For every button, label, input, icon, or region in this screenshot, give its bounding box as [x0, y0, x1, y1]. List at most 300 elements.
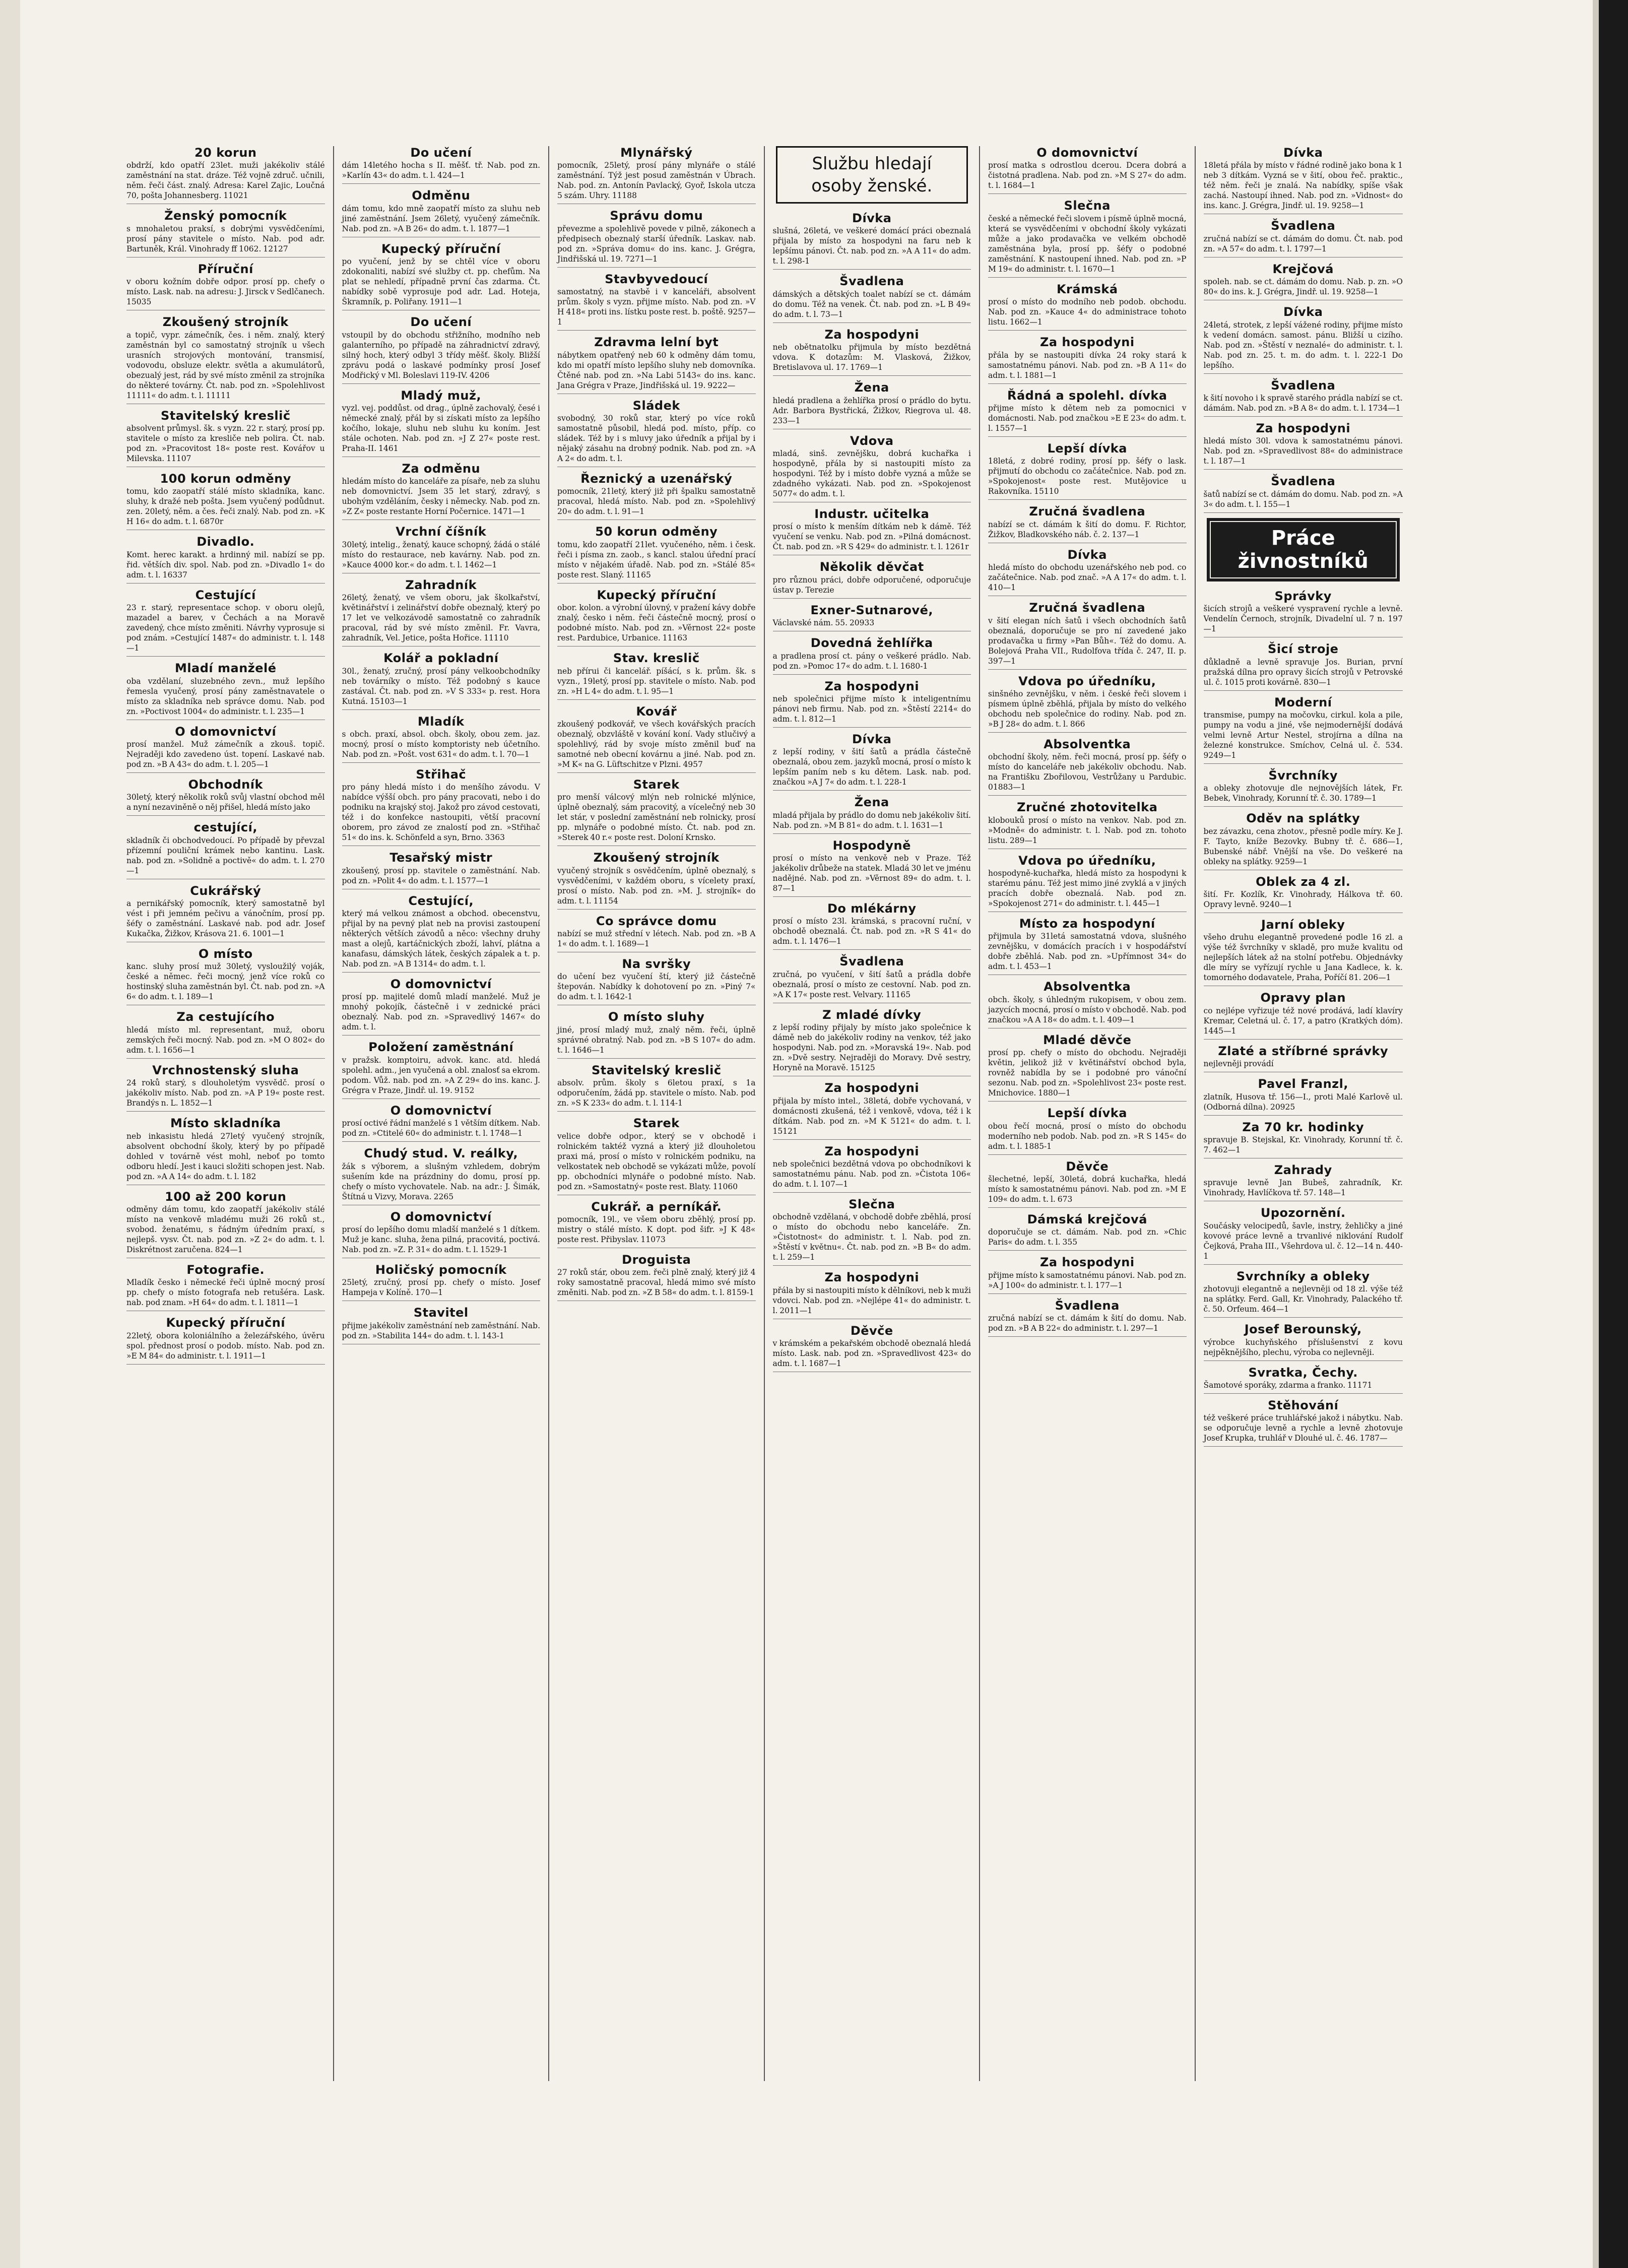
ad-title: Cestující: [195, 588, 256, 602]
ad-title: Zahradník: [405, 577, 477, 592]
classified-ad: [557, 589, 756, 646]
ad-text: který má velkou známost a obchod. obecenstvu, přijal by na pevný plat neb na provisi zastoupení některých větších závodů a něco: všechny druhy mast a olejů, kartáčnických zboží, lahví, plátna a kanafasu, dámských látek, českých zápalek a t. p. Nab. pod zn. »A B 1314« do adm. t. l.: [342, 909, 540, 969]
ad-text: 22letý, obora koloniálního a železářského, úvěru spol. přednost prosí o podob. místo. Nab. pod zn. »E M 84« do administr. t. l. 1911—1: [126, 1331, 325, 1360]
classified-ad: [557, 1064, 756, 1112]
ad-text: Václavské nám. 55. 20933: [772, 618, 875, 628]
classified-ad: [126, 263, 325, 310]
ad-title: Slečna: [849, 1197, 895, 1212]
ad-text: v oboru kožním dobře odpor. prosí pp. chefy o místo. Lask. nab. na adresu: J. Jirsck v Sedlčanech. 15035: [126, 277, 325, 307]
ad-title: Chudý stud. V. reálky,: [364, 1146, 518, 1161]
classified-ad: [342, 851, 541, 889]
ad-title: Švadlena: [839, 274, 904, 289]
classified-ad: [126, 725, 325, 773]
classified-ad: [557, 957, 756, 1005]
classified-ad: [1204, 1270, 1403, 1318]
ad-title: Švadlena: [1271, 219, 1336, 233]
ad-text: prosí do lepšího domu mladší manželé s 1 dítkem. Muž je kanc. sluha, žena pilná, pracovitá, poctivá. Nab. pod zn. »Z. P. 31« do adm. t. l. 1529-1: [342, 1225, 540, 1255]
ad-title: Řeznický a uzenářský: [580, 471, 733, 486]
ad-text: pomocník, 21letý, který již při špalku samostatně pracoval, hledá místo. Nab. pod zn. »Spolehlivý 20« do adm. t. l. 91—1: [557, 487, 756, 516]
classified-ad: [557, 1117, 756, 1195]
ad-text: spoleh. nab. se ct. dámám do domu. Nab. p. zn. »O 80« do ins. k. J. Grégra, Jindř. ul. 19. 9258—1: [1203, 277, 1403, 297]
ad-title: Položení zaměstnání: [368, 1040, 514, 1055]
classified-ad: [557, 146, 756, 204]
ad-title: Zahrady: [1274, 1163, 1332, 1178]
ad-text: důkladně a levně spravuje Jos. Burian, první pražská dílna pro opravy šicích strojů v Petrovské ul. č. 1015 proti kovárně. 830—1: [1203, 657, 1403, 687]
ad-title: Do učení: [410, 315, 472, 330]
ad-text: zkoušený podkovář, ve všech kovářských pracích obeznalý, obzvláště v kování koní. Vady stlučivý a spolehlivý, rád by svoje místo změnil buď na samotné neb obecní kovárnu a jiné. Nab. pod zn. »M K« na G. Lüftschitze v Plzni. 4957: [557, 719, 756, 769]
ad-text: v pražsk. komptoiru, advok. kanc. atd. hledá spolehl. adm., jen vyučená a obl. znalosť sa ekrom. podom. Vůž. nab. pod zn. »A Z 29« do ins. kanc. J. Grégra v Praze, Jindř. ul. 19. 9152: [342, 1055, 540, 1095]
ad-title: Za 70 kr. hodinky: [1242, 1120, 1364, 1134]
ad-text: v krámském a pekařském obchodě obeznalá hledá místo. Lask. nab. pod zn. »Spravedlivost 423« do adm. t. l. 1687—1: [772, 1339, 971, 1369]
ad-title: Droguista: [622, 1253, 691, 1267]
ad-title: Řádná a spolehl. dívka: [1007, 388, 1167, 403]
ad-title: O domovnictví: [390, 1103, 492, 1118]
ad-text: zlatník, Husova tř. 156—I., proti Malé Karlově ul. (Odborná dílna). 20925: [1203, 1092, 1403, 1112]
classified-ad: [126, 1190, 325, 1258]
ad-title: Dívka: [1283, 305, 1323, 319]
ad-text: svobodný, 30 roků star, který po více roků samostatně působil, hledá pod. místo, příp. co sládek. Též by i s mluvy jako úředník a přijal by i nějaký zásahu na drobný podnik. Nab. pod zn. »A A 2« do adm. t. l.: [557, 413, 756, 463]
classified-ad: [1204, 422, 1403, 470]
classified-ad: [342, 525, 541, 573]
ad-title: Holičský pomocník: [375, 1263, 507, 1277]
column-3: [549, 146, 765, 2081]
ad-text: přijala by místo intel., 38letá, dobře vychovaná, v domácnosti zkušená, též i venkově, vdova, též i k dítkám. Nab. pod zn. »M K 5121« do adm. t. l. 15121: [772, 1096, 971, 1136]
classified-ad: [126, 209, 325, 257]
classified-ad: [342, 389, 541, 457]
classified-ad: [557, 1253, 756, 1301]
ad-title: Kupecký příruční: [597, 588, 717, 602]
classified-ad: [988, 548, 1187, 596]
ad-text: bez závazku, cena zhotov., přesně podle míry. Ke J. F. Tayto, kníže Bezovky. Bubny tř. č. 686—1, Bubenské nábř. Vnější na vše. Do veškeré na obleky na splátky. 9259—1: [1203, 826, 1403, 866]
ad-title: Opravy plan: [1260, 991, 1346, 1005]
ad-title: Správu domu: [610, 209, 703, 223]
ad-text: k šití novoho i k spravě starého prádla nabízí se ct. dámám. Nab. pod zn. »B A 8« do adm. t. l. 1734—1: [1203, 393, 1403, 413]
classified-ad: [1204, 991, 1403, 1039]
ad-title: Slečna: [1064, 199, 1111, 213]
ad-text: hospodyně-kuchařka, hledá místo za hospodyni k starému pánu. Též jest mimo jiné zvyklá a v jiných pracích dobře obeznalá. Nab. pod zn. »Spokojenost 271« do administr. t. l. 445—1: [988, 869, 1187, 909]
ad-title: Za hospodyni: [1039, 1255, 1135, 1270]
ad-title: Mladí manželé: [174, 661, 277, 676]
ad-title: Cukrářský: [190, 883, 262, 898]
classified-ad: [988, 801, 1187, 849]
classified-ad: [773, 275, 971, 322]
classified-ad: [773, 1324, 971, 1372]
ad-title: Zručné zhotovitelka: [1017, 800, 1158, 815]
ad-text: výrobce kuchyňského příslušenství z kovu nejpěknějšího, plechu, výroba co nejlevněji.: [1203, 1337, 1403, 1357]
ad-text: nejlevněji provádí: [1203, 1059, 1274, 1069]
classified-ad: [988, 505, 1187, 543]
classified-ad: [342, 768, 541, 846]
ad-text: přála by se nastoupiti dívka 24 roky stará k samostatnému pánovi. Nab. pod zn. »B A 11« do adm. t. l. 1881—1: [988, 350, 1187, 380]
ad-text: vyučený strojník s osvědčením, úplně obeznalý, s vysvědčeními, v každém oboru, s vícelety praxí, prosí o místo. Nab. pod zn. »M. J. strojník« do adm. t. l. 11154: [557, 866, 756, 905]
ad-text: nabízí se muž střední v létech. Nab. pod zn. »B A 1« do adm. t. l. 1689—1: [557, 929, 756, 949]
ad-text: šicích strojů a veškeré vyspravení rychle a levně. Vendelín Černoch, strojník, Divadelní ul. 7 n. 197—1: [1203, 604, 1403, 634]
column-1: [118, 146, 334, 2081]
ad-text: 24 roků starý, s dlouholetým vysvědč. prosí o jakékoliv místo. Nab. pod zn. »A P 19« poste rest. Brandýs n. L. 1852—1: [126, 1078, 325, 1108]
classified-ad: [342, 894, 541, 973]
ad-title: Zdravma lelní byt: [594, 335, 719, 350]
ad-text: 30letý, intelig., ženatý, kauce schopný, žádá o stálé místo do restaurace, neb kavárny. Nab. pod zn. »Kauce 4000 kor.« do adm. t. l. 1462—1: [342, 540, 540, 569]
ad-title: Střihač: [416, 767, 467, 782]
ad-text: hledá pradlena a žehlířka prosí o prádlo do bytu. Adr. Barbora Bystřická, Žižkov, Riegrova ul. 48. 233—1: [772, 396, 971, 425]
ad-text: prosí octivé řádní manželé s 1 větším dítkem. Nab. pod zn. »Ctitelé 60« do administr. t. l. 1748—1: [342, 1119, 540, 1138]
ad-title: Stav. kreslič: [613, 651, 700, 666]
classified-ad: [1204, 875, 1403, 913]
ad-title: Švadlena: [1271, 474, 1336, 489]
ad-title: Stavitelský kreslič: [591, 1063, 722, 1077]
ad-text: slušná, 26letá, ve veškeré domácí práci obeznalá přijala by místo za hospodyni na faru neb k lepšímu pánovi. Čt. nab. pod zn. »A A 11« do adm. t. l. 298-1: [772, 226, 971, 266]
ad-text: 30l., ženatý, zručný, prosí pány velkoobchodníky neb továrníky o místo. Též podobný s kauce zastával. Čt. nab. pod zn. »V S 333« p. rest. Hora Kutná. 15103—1: [342, 666, 540, 706]
classified-ad: [557, 472, 756, 520]
classified-ad: [773, 604, 971, 631]
ad-text: 18letá, z dobré rodiny, prosí pp. šéfy o lask. přijmutí do obchodu co začátečnice. Nab. pod zn. »Spokojenost« poste rest. Mutějovice u Rakovníka. 15110: [988, 457, 1187, 496]
ad-title: Za hospodyni: [1039, 335, 1135, 350]
ad-text: obou řečí mocná, prosí o místo do obchodu moderního neb podob. Nab. pod zn. »R S 145« do adm. t. l. 1885-1: [988, 1121, 1187, 1151]
classified-ad: [988, 336, 1187, 383]
ad-text: pro menší válcový mlýn neb rolnické mlýnice, úplně obeznalý, sám pracovitý, a vícelečný neb 30 let stár, v poslední zaměstnání neb rolnicky, prosí pp. mlynáře o podobné místo. Čt. nab. pod zn. »Sterek 40 r.« poste rest. Doloní Krnsko.: [557, 793, 756, 843]
classified-ad: [1204, 1121, 1403, 1158]
ad-text: mladá, sinš. zevnějšku, dobrá kuchařka i hospodyně, přála by si nastoupiti místo za hospodyni. Též by i místo dobře vyzná a může se zdadného vykázati. Nab. pod zn. »Spokojenost 5077« do adm. t. l.: [772, 448, 971, 498]
classified-ad: [342, 189, 541, 237]
ad-text: Součásky velocipedů, šavle, instry, žehličky a jiné kovové práce levně a trvanlivé niklování Rudolf Čejková, Praha III., Všehrdova ul. č. 12—14 n. 440-1: [1203, 1221, 1403, 1261]
classified-ad: [342, 578, 541, 646]
classified-ad: [773, 212, 971, 270]
ad-title: Fotografie.: [186, 1263, 265, 1277]
classified-ad: [988, 738, 1187, 796]
ad-title: Co správce domu: [596, 914, 717, 928]
ad-text: 24letá, strotek, z lepší vážené rodiny, přijme místo k vedení domácn. samost. pánu. Bližší u cizího. Nab. pod zn. »Štěstí v neznalé« do administr. t. l. Nab. pod zn. 25. t. m. do adm. t. l. 222-1 Do lepšího.: [1203, 320, 1403, 370]
classified-ad: [557, 209, 756, 267]
ad-title: Žena: [854, 795, 889, 810]
classified-ad: [557, 273, 756, 331]
classified-ad: [342, 1210, 541, 1258]
ad-title: Ženský pomocník: [164, 209, 287, 223]
classified-ad: [557, 336, 756, 394]
classified-ad: [773, 636, 971, 674]
classified-ad: [1204, 263, 1403, 300]
ad-text: přála by si nastoupiti místo k dělníkovi, neb k muži vdovci. Nab. pod zn. »Nejlépe 41« do administr. t. l. 2011—1: [772, 1285, 971, 1315]
classified-ads-page: [118, 146, 1411, 2081]
ad-title: Za hospodyni: [824, 1144, 920, 1158]
ad-text: skladník či obchodvedoucí. Po případě by převzal přízemní pouliční krámek nebo kantinu. Lask. nab. pod zn. »Solidně a poctivě« do adm. t. l. 270—1: [126, 835, 325, 875]
ad-title: Místo za hospodyní: [1019, 917, 1155, 931]
ad-text: oba vzdělaní, sluzebného zevn., muž lepšího řemesla vyučený, prosí pány zaměstnavatele o místo za skladníka neb správce domu. Nab. pod zn. »Poctivost 1004« do administr. t. l. 235—1: [126, 676, 325, 716]
ad-text: zkoušený, prosí pp. stavitele o zaměstnání. Nab. pod zn. »Polit 4« do adm. t. l. 1577—1: [342, 866, 540, 885]
ad-text: obor. kolon. a výrobní úlovný, v pražení kávy dobře znalý, česko i něm. řeči částečně mocný, prosí o podobné místo. Nab. pod zn. »Věrnost 22« poste rest. Pardubice, Urbanice. 11163: [557, 603, 756, 643]
ad-title: Stavitel: [413, 1306, 469, 1320]
ad-title: Cukrář. a perníkář.: [591, 1199, 722, 1214]
ad-title: Vrchní číšník: [396, 525, 487, 539]
classified-ad: [773, 328, 971, 376]
ad-title: O domovnictví: [1036, 146, 1138, 160]
ad-text: neb inkasistu hledá 27letý vyučený strojník, absolvent obchodní školy, který by po případě dohled v továrně vést mohl, neboť po tomto odboru hledí. Jest i kauci složiti schopen jest. Nab. pod zn. »A A 14« do adm. t. l. 182: [126, 1131, 325, 1181]
ad-title: Kupecký příruční: [381, 241, 501, 256]
ad-text: přijmula by 31letá samostatná vdova, slušného zevnějšku, v domácích pracích i v hospodářství dobře zběhlá. Nab. pod zn. »Upřímnost 34« do adm. t. l. 453—1: [988, 932, 1187, 971]
ad-title: Zručná švadlena: [1029, 504, 1146, 519]
ad-text: obchodní školy, něm. řeči mocná, prosí pp. šéfy o místo do kanceláře neb jakékoliv obchodu. Nab. na Františku Zbořilovou, Vestrůžany u Pardubic. 01883—1: [988, 752, 1187, 792]
ad-text: hledá místo ml. representant, muž, oboru zemských řeči mocný. Nab. pod zn. »M O 802« do adm. t. l. 1656—1: [126, 1025, 325, 1055]
classified-ad: [126, 409, 325, 467]
classified-ad: [988, 1299, 1187, 1337]
classified-ad: [126, 778, 325, 816]
ad-title: Děvče: [850, 1323, 893, 1338]
ad-text: dám tomu, kdo mně zaopatří místo za sluhu neb jiné zaměstnání. Jsem 26letý, vyučený zámečník. Nab. pod zn. »A B 26« do adm. t. l. 1877—1: [342, 204, 540, 233]
classified-ad: [1204, 1366, 1403, 1394]
ad-title: Oblek za 4 zl.: [1256, 874, 1351, 889]
ad-title: O domovnictví: [390, 977, 492, 992]
ad-text: prosí manžel. Muž zámečník a zkouš. topič. Nejraději kdo zavedeno úst. topení. Laskavé nab. pod zn. »B A 43« do adm. t. l. 205—1: [126, 739, 325, 769]
ad-title: Lepší dívka: [1047, 441, 1127, 456]
ad-title: Sládek: [632, 398, 680, 413]
ad-title: Vdova po úředníku,: [1018, 674, 1156, 688]
column-4: [765, 146, 981, 2081]
ad-title: Švrchníky: [1268, 768, 1338, 783]
classified-ad: [126, 1263, 325, 1311]
ad-text: hledá místo do obchodu uzenářského neb pod. co začátečnice. Nab. pod znač. »A A 17« do adm. t. l. 410—1: [988, 563, 1187, 593]
ad-title: Dámská krejčová: [1027, 1212, 1147, 1227]
classified-ad: [342, 1104, 541, 1142]
classified-ad: [773, 381, 971, 429]
ad-title: Zlaté a stříbrné správky: [1218, 1044, 1389, 1058]
classified-ad: [1204, 219, 1403, 257]
ad-text: kanc. sluhy prosí muž 30letý, vysloužilý voják, české a němec. řeči mocný, jenž více roků co hostinský sluha zaměstnán byl. Čt. nab. pod zn. »A 6« do adm. t. l. 189—1: [126, 962, 325, 1002]
ad-title: Mladý muž,: [401, 388, 482, 403]
classified-ad: [773, 733, 971, 791]
classified-ad: [773, 434, 971, 502]
ad-text: spravuje B. Stejskal, Kr. Vinohrady, Korunní tř. č. 7. 462—1: [1203, 1135, 1403, 1155]
ad-title: Dívka: [852, 211, 892, 225]
ad-text: dámských a dětských toalet nabízí se ct. dámám do domu. Též na venek. Čt. nab. pod zn. »L B 49« do adm. t. l. 73—1: [772, 289, 971, 319]
ad-text: spravuje levně Jan Bubeš, zahradník, Kr. Vinohrady, Havlíčkova tř. 57. 148—1: [1203, 1178, 1403, 1198]
classified-ad: [126, 589, 325, 657]
classified-ad: [988, 1256, 1187, 1293]
section-header-line-1: Službu hledají: [812, 154, 932, 174]
ad-title: Na svršky: [622, 957, 691, 971]
classified-ad: [557, 705, 756, 773]
classified-ad: [342, 1263, 541, 1301]
ad-title: Svratka, Čechy.: [1248, 1365, 1358, 1380]
section-banner: Práce živnostníků: [1207, 518, 1400, 581]
classified-ad: [126, 1316, 325, 1364]
classified-ad: [988, 1033, 1187, 1101]
classified-ad: [1204, 642, 1403, 690]
classified-ad: [342, 1306, 541, 1344]
ad-text: obch. školy, s úhledným rukopisem, v obou zem. jazycích mocná, prosí o místo v obchodě. Nab. pod značkou »A A 18« do adm. t. l. 409—1: [988, 995, 1187, 1024]
ad-text: nábytkem opatřený neb 60 k odměny dám tomu, kdo mi opatří místo lepšího sluhy neb domovníka. Čtěné nab. pod zn. »Na Labi 5143« do ins. kanc. Jana Grégra v Praze, Jindřišská ul. 19. 9222—: [557, 350, 756, 390]
classified-ad: [1204, 1045, 1403, 1072]
ad-text: prosí matka s odrostlou dcerou. Dcera dobrá a čistotná pradlena. Nab. pod zn. »M S 27« do adm. t. l. 1684—1: [988, 161, 1187, 190]
ad-title: Do mlékárny: [827, 901, 917, 916]
ad-title: Zkoušený strojník: [162, 315, 289, 330]
ad-title: Moderní: [1274, 695, 1332, 709]
ad-title: Krámská: [1056, 282, 1118, 296]
classified-ad: [1204, 305, 1403, 373]
ad-title: Za hospodyni: [824, 1270, 920, 1285]
ad-title: Dívka: [1067, 547, 1107, 562]
ad-text: dám 14letého hocha s II. měšť. tř. Nab. pod zn. »Karlín 43« do adm. t. l. 424—1: [342, 161, 540, 180]
ad-title: Švadlena: [839, 954, 904, 969]
ad-title: Švadlena: [1271, 378, 1336, 393]
ad-text: šití. Fr. Kozlík, Kr. Vinohrady, Hálkova tř. 60. Opravy levně. 9240—1: [1203, 890, 1403, 910]
ad-text: šatů nabízí se ct. dámám do domu. Nab. pod zn. »A 3« do adm. t. l. 155—1: [1203, 489, 1403, 509]
ad-text: po vyučení, jenž by se chtěl více v oboru zdokonaliti, nabízí své služby ct. pp. chefům. Na plat se nehledí, případně první čas zdarma. Čt. nabídky sobě vyprosuje pod adr. Lad. Hoteja, Škramník, p. Poliřany. 1911—1: [342, 257, 540, 307]
classified-ad: [988, 854, 1187, 912]
ad-title: Starek: [633, 1116, 680, 1131]
classified-ad: [1204, 475, 1403, 512]
classified-ad: [126, 947, 325, 1005]
ad-text: přijme místo k samostatnému pánovi. Nab. pod zn. »A J 100« do administr. t. l. 177—1: [988, 1270, 1187, 1290]
ad-text: prosí pp. chefy o místo do obchodu. Nejraději květin, jelikož již v květinářství obchod byla, rovněž nabídla by se i podobné pro vánoční sezonu. Nab. pod zn. »Spolehlivost 23« poste rest. Mnichovice. 1880—1: [988, 1048, 1187, 1098]
ad-text: klobouků prosí o místo na venkov. Nab. pod zn. »Modně« do administr. t. l. Nab. pod zn. tohoto listu. 289—1: [988, 815, 1187, 845]
ad-title: Za odměnu: [402, 461, 481, 476]
ad-text: hledá místo 30l. vdova k samostatnému pánovi. Nab. pod zn. »Spravedlivost 88« do administrace t. l. 187—1: [1203, 436, 1403, 466]
ad-text: pro pány hledá místo i do menšího závodu. V nabídce výšší obch. pro pány pracovati, nebo i do podniku na krajský stoj. Jakož pro závod cestovati, též i do konfekce nastoupiti, větší pracovní oborem, pro závod ze znalostí pod zn. »Střihač 51« do ins. k. Schönfeld a syn, Brno. 3363: [342, 783, 540, 843]
ad-text: přijme jakékoliv zaměstnání neb zaměstnání. Nab. pod zn. »Stabilita 144« do adm. t. l. 143-1: [342, 1321, 540, 1340]
ad-title: Svrchníky a obleky: [1236, 1269, 1370, 1283]
classified-ad: [773, 1081, 971, 1139]
ad-text: hledám místo do kanceláře za písaře, neb za sluhu neb domovnictví. Jsem 35 let starý, zdravý, s ubohým vzděláním, česky i německy. Nab. pod zn. »Z Z« poste restante Horní Počernice. 1471—1: [342, 477, 540, 516]
ad-text: a topič, vypr. zámečník, čes. i něm. znalý, který zaměstnán byl co samostatný strojník u všech urasních strojových montování, transmisí, vodovodu, obsluze elektr. světla a akumulátorů, obezualý jest, rád by své místo změnil za strojníka do některé továrny. Čt. nab. pod zn. »Spolehlivost 11111« do adm. t. l. 11111: [126, 330, 325, 400]
classified-ad: [557, 778, 756, 846]
ad-title: Žena: [854, 380, 889, 395]
classified-ad: [1204, 696, 1403, 764]
classified-ad: [557, 1010, 756, 1058]
classified-ad: [773, 1198, 971, 1266]
ad-text: neb společnici bezdětná vdova po obchodníkovi k samostatnému pánu. Nab. pod zn. »Čistota 106« do adm. t. l. 107—1: [772, 1159, 971, 1189]
classified-ad: [342, 978, 541, 1035]
ad-text: neb přírui či kancelář. píšácí, s k. prům. šk. s vyzn., 19letý, prosí pp. stavitele o místo. Nab. pod zn. »H L 4« do adm. t. l. 95—1: [557, 666, 756, 696]
ad-text: vyzl. vej. poddůst. od drag., úplně zachovalý, česé i německé znalý, přál by si získati místo za lepšího kočího, lokaje, sluhu neb sluhu ku koním. Jest stále ochoten. Nab. pod zn. »J Z 27« poste rest. Praha-II. 1461: [342, 403, 540, 453]
ad-text: z lepší rodiny, v šití šatů a prádla částečně obeznalá, obou zem. jazyků mocná, prosí o místo k lepším paním neb s ku dětem. Lask. nab. pod. značkou »A J 7« do adm. t. l. 228-1: [772, 747, 971, 787]
ad-text: 18letá přála by místo v řádné rodině jako bona k 1 neb 3 dítkám. Vyzná se v šití, obou řeč. praktic., též něm. řeči je znalá. Na nabídky, spíše však zachá. Nastoupí ihned. Nab. pod zn. »Vidnost« do ins. kanc. J. Grégra, Jindř. ul. 19. 9258—1: [1203, 161, 1403, 211]
ad-title: Za hospodyni: [824, 327, 920, 342]
classified-ad: [1204, 590, 1403, 637]
ad-title: Divadlo.: [197, 535, 255, 549]
ad-title: Mladík: [417, 714, 465, 729]
ad-title: Švadlena: [1055, 1298, 1120, 1313]
classified-ad: [773, 1145, 971, 1193]
classified-ad: [557, 1200, 756, 1248]
classified-ad: [1204, 812, 1403, 870]
ad-title: Správky: [1274, 589, 1332, 603]
ad-text: velice dobře odpor., který se v obchodě i rolnickém taktéž vyzná a který již dlouholetou praxi má, prosí o místo v rolnickém podniku, na velkostatek neb obchodě se vykázati může, povolí pp. obchodníci mlynáře o podobné místo. Nab. pod zn. »Samostatný« poste rest. Blaty. 11060: [557, 1131, 756, 1191]
ad-text: pro různou práci, dobře odporučené, odporučuje ústav p. Terezie: [772, 575, 971, 595]
ad-text: a obleky zhotovuje dle nejnovějších látek, Fr. Bebek, Vinohrady, Korunní tř. č. 30. 1789—1: [1203, 784, 1403, 803]
ad-title: Odměnu: [412, 188, 471, 203]
binding-edge: [0, 0, 20, 2268]
ad-text: převezme a spolehlivě povede v pilně, zákonech a předpisech obeznalý starší úředník. Laskav. nab. pod zn. »Správa domu« do ins. kanc. J. Grégra, Jindřišská ul. 19. 7271—1: [557, 224, 756, 264]
ad-title: Industr. učitelka: [814, 506, 930, 521]
ad-title: Za hospodyni: [824, 1081, 920, 1095]
ad-text: do učení bez vyučení ští, který již částečně štepován. Nabídky k dohotovení po zn. »Piný 7« do adm. t. l. 1642-1: [557, 972, 756, 1002]
ad-text: zručná nabízí se ct. dámám do domu. Čt. nab. pod zn. »A 57« do adm. t. l. 1797—1: [1203, 234, 1403, 253]
page-edge: [1593, 0, 1599, 2268]
ad-title: Tesařský mistr: [389, 851, 493, 865]
classified-ad: [988, 389, 1187, 437]
classified-ad: [1204, 1206, 1403, 1264]
ad-title: Příruční: [198, 262, 253, 276]
ad-title: 20 korun: [194, 146, 257, 160]
classified-ad: [988, 675, 1187, 733]
classified-ad: [557, 915, 756, 952]
ad-title: Vrchnostenský sluha: [152, 1063, 299, 1077]
ad-title: O domovnictví: [390, 1209, 492, 1224]
ad-text: české a německé řeči slovem i písmě úplně mocná, která se vysvědčeními v obchodní školy vykázati může a jako prodavačka ve velkém obchodě zaměstnána byla, prosí pp. šéfy o podobné zaměstnání. K nastoupení ihned. Nab. pod zn. »P M 19« do administr. t. l. 1670—1: [988, 214, 1187, 274]
ad-text: neb obětnatolku přijmula by místo bezdětná vdova. K dotazům: M. Vlasková, Žižkov, Bretislavova ul. 17. 1769—1: [772, 343, 971, 372]
ad-title: Oděv na splátky: [1246, 811, 1360, 826]
ad-text: též veškeré práce truhlářské jakož i nábytku. Nab. se odporučuje levně a rychle a levně zhotovuje Josef Krupka, truhlář v Dlouhé ul. č. 46. 1787—: [1203, 1413, 1403, 1443]
ad-text: vstoupil by do obchodu střižního, modního neb galanterního, po případě na záhradnictví zdravý, silný hoch, který odbyl 3 třídy měšť. školy. Bližší zprávu podá o laskavé podmínky prosí Josef Modřický v Ml. Boleslavi 119-IV. 4206: [342, 330, 540, 380]
classified-ad: [342, 1147, 541, 1205]
ad-title: Mladé děvče: [1043, 1032, 1132, 1047]
classified-ad: [773, 1271, 971, 1319]
ad-title: Josef Berounský,: [1244, 1322, 1362, 1337]
ad-title: Dívka: [1283, 146, 1323, 160]
ad-title: Vdova: [850, 433, 894, 448]
classified-ad: [773, 955, 971, 1003]
ad-text: samostatný, na stavbě i v kanceláři, absolvent prům. školy s vyzn. přijme místo. Nab. pod zn. »V H 418« proti ins. lístku poste rest. b. poště. 9257—1: [557, 287, 756, 327]
ad-title: Obchodník: [188, 777, 263, 792]
ad-text: absolvent průmysl. šk. s vyzn. 22 r. starý, prosí pp. stavitele o místo za kresliče neb polira. Čt. nab. pod zn. »Pracovitost 18« poste rest. Kovářov u Milevska. 11107: [126, 423, 325, 463]
ad-title: O domovnictví: [175, 724, 277, 739]
classified-ad: [988, 199, 1187, 277]
ad-text: všeho druhu elegantně provedené podle 16 zl. a výše též švrchníky v skladě, pro muže kvalitu od nejlepších látek až na stolní potřebu. Objednávky dle míry se vyřízují rychle u Jana Kadlece, k. k. tomorného dodavatele, Praha, Poříčí 81. 206—1: [1203, 933, 1403, 983]
classified-ad: [773, 839, 971, 897]
ad-title: Kovář: [636, 704, 677, 719]
classified-ad: [773, 560, 971, 598]
classified-ad: [126, 1117, 325, 1185]
ad-text: 26letý, ženatý, ve všem oboru, jak školkařství, květinářství i zelinářství dobře obeznalý, který po 17 let ve velkozávodě samostatně co zahradník pracoval, rád by své místo změnil. Fr. Vavra, zahradník, Vel. Jetice, pošta Hořice. 11110: [342, 593, 540, 643]
classified-ad: [126, 1010, 325, 1058]
classified-ad: [988, 1213, 1187, 1251]
classified-ad: [773, 1008, 971, 1076]
classified-ad: [1204, 769, 1403, 807]
ad-text: pomocník, 19l., ve všem oboru zběhlý, prosí pp. mistry o stálé místo. K dopt. pod šifr. »J K 48« poste rest. Přibyslav. 11073: [557, 1215, 756, 1245]
classified-ad: [773, 507, 971, 555]
ad-text: odměny dám tomu, kdo zaopatří jakékoliv stálé místo na venkově mladému muži 26 roků st., svobod. ženatému, s řádným úředním praxí, s nejlepš. vysv. Čt. nab. pod zn. »Z 2« do adm. t. l. Diskrétnost zaručena. 824—1: [126, 1205, 325, 1255]
classified-ad: [557, 652, 756, 699]
ad-text: žák s výborem, a slušným vzhledem, dobrým sušením kde na prázdniny do domu, prosí pp. chefy o místo vychovatele. Nab. na adr.: J. Šimák, Štítná u Vizvy, Morava. 2265: [342, 1161, 540, 1201]
classified-ad: [1204, 918, 1403, 986]
classified-ad: [342, 462, 541, 520]
column-2: [334, 146, 550, 2081]
classified-ad: [773, 796, 971, 833]
ad-text: doporučuje se ct. dámám. Nab. pod zn. »Chic Paris« do adm. t. l. 355: [988, 1227, 1187, 1247]
ad-title: Upozornění.: [1260, 1206, 1346, 1220]
classified-ad: [342, 242, 541, 310]
ad-title: Cestující,: [408, 893, 474, 908]
classified-ad: [126, 315, 325, 404]
ad-text: 27 roků stár, obou zem. řeči plně znalý, který již 4 roky samostatně pracoval, hledá mimo své místo změniti. Nab. pod zn. »Z B 58« do adm. t. l. 8159-1: [557, 1268, 756, 1298]
ad-title: Za hospodyni: [1256, 421, 1351, 435]
ad-text: s mnohaletou praksí, s dobrými vysvědčeními, prosí pány stavitele o místo. Nab. pod adr. Bartuněk, Král. Vinohrady ff 1062. 12127: [126, 224, 325, 253]
classified-ad: [342, 1041, 541, 1098]
ad-text: přijme místo k dětem neb za pomocnici v domácnosti. Nab. pod značkou »E E 23« do adm. t. l. 1557—1: [988, 403, 1187, 433]
ad-text: v šití elegan ních šatů i všech obchodních šatů obeznalá, doporučuje se pro ní zavedené jako prodavačka u firmy »Pan Bůh«. Též do domu. A. Bolejová Praha VII., Rudolfova třída č. 247, II. p. 397—1: [988, 616, 1187, 666]
ad-title: Šicí stroje: [1268, 642, 1339, 657]
ad-text: s obch. praxí, absol. obch. školy, obou zem. jaz. mocný, prosí o místo komptoristy neb účetního. Nab. pod zn. »Pošt. vost 631« do adm. t. l. 70—1: [342, 729, 540, 759]
ad-text: šlechetné, lepší, 30letá, dobrá kuchařka, hledá místo k samostatnému pánovi. Nab. pod zn. »M E 109« do adm. t. l. 673: [988, 1175, 1187, 1204]
ad-text: Šamotové sporáky, zdarma a franko. 11171: [1203, 1380, 1373, 1390]
classified-ad: [126, 1064, 325, 1112]
classified-ad: [1204, 1399, 1403, 1447]
classified-ad: [988, 1160, 1187, 1208]
classified-ad: [126, 146, 325, 204]
ad-title: Mlynářský: [620, 146, 693, 160]
ad-title: Hospodyně: [832, 838, 911, 853]
ad-text: tomu, kdo zaopatří 21let. vyučeného, něm. i česk. řeči i písma zn. zaob., s kancl. stalou úřední prací místo v nějakém úřadě. Nab. pod zn. »Stálé 85« poste rest. Slaný. 11165: [557, 540, 756, 579]
column-6: [1196, 146, 1411, 2081]
